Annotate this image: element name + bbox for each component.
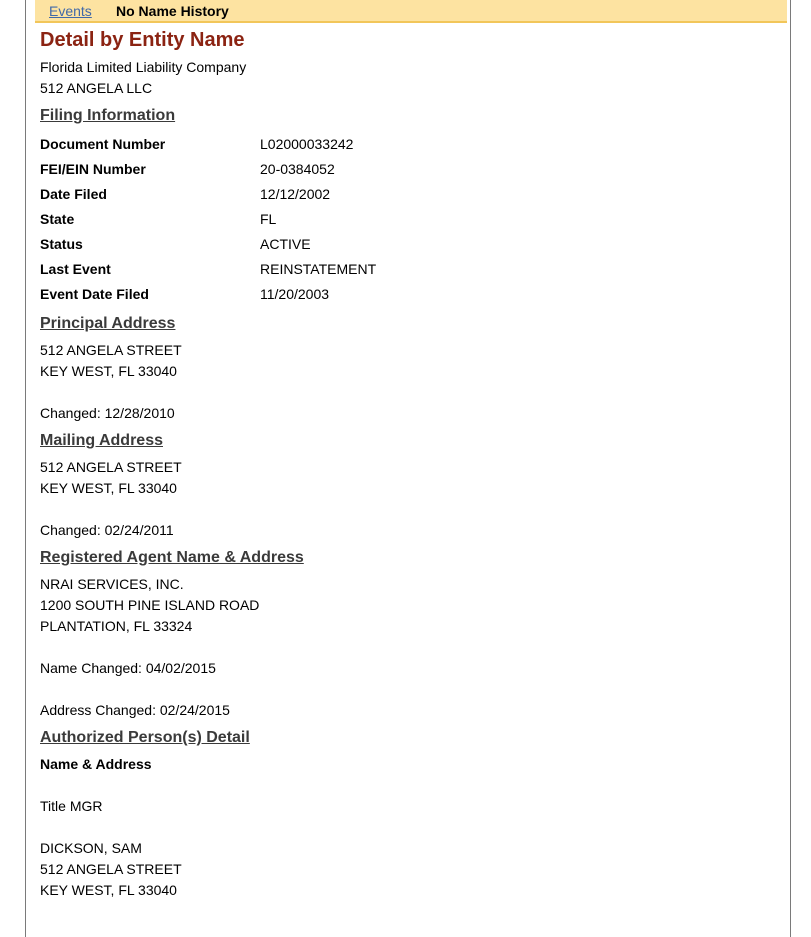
registered-agent-name-changed: Name Changed: 04/02/2015 [40,660,216,676]
filing-value: 12/12/2002 [260,186,331,202]
spacer [40,499,780,520]
filing-label: FEI/EIN Number [40,161,146,177]
entity-type: Florida Limited Liability Company [40,59,247,75]
detail-panel [25,0,791,937]
authorized-persons-subheading: Name & Address [40,756,152,772]
filing-value: FL [260,211,277,227]
filing-value: 20-0384052 [260,161,335,177]
filing-label: Status [40,236,83,252]
authorized-person-line1: 512 ANGELA STREET [40,861,182,877]
filing-label: Document Number [40,136,166,152]
spacer [40,637,780,658]
spacer [40,679,780,700]
filing-row-date-filed [40,182,780,207]
filing-value: ACTIVE [260,236,311,252]
detail-content [40,27,780,901]
spacer [40,775,780,796]
principal-address-line2: KEY WEST, FL 33040 [40,363,177,379]
registered-agent-line2: PLANTATION, FL 33324 [40,618,193,634]
filing-value: REINSTATEMENT [260,261,377,277]
filing-row-status [40,232,780,257]
name-history-label: No Name History [116,3,229,19]
mailing-address-line2: KEY WEST, FL 33040 [40,480,177,496]
filing-row-document-number [40,132,780,157]
filing-information-heading: Filing Information [40,107,176,124]
filing-information-table [40,132,780,307]
authorized-persons-heading: Authorized Person(s) Detail [40,729,250,746]
mailing-address-heading: Mailing Address [40,432,163,449]
navigation-bar [35,0,787,23]
filing-label: Event Date Filed [40,286,149,302]
filing-value: 11/20/2003 [260,286,330,302]
filing-row-fei-ein-number [40,157,780,182]
spacer [40,817,780,838]
mailing-address-changed: Changed: 02/24/2011 [40,522,174,538]
registered-agent-name: NRAI SERVICES, INC. [40,576,184,592]
registered-agent-address-changed: Address Changed: 02/24/2015 [40,702,230,718]
entity-name: 512 ANGELA LLC [40,80,153,96]
registered-agent-line1: 1200 SOUTH PINE ISLAND ROAD [40,597,260,613]
filing-label: State [40,211,75,227]
filing-row-event-date-filed [40,282,780,307]
principal-address-line1: 512 ANGELA STREET [40,342,182,358]
authorized-person-title: Title MGR [40,798,103,814]
registered-agent-heading: Registered Agent Name & Address [40,549,304,566]
filing-label: Last Event [40,261,111,277]
authorized-person-name: DICKSON, SAM [40,840,142,856]
filing-row-last-event [40,257,780,282]
mailing-address-line1: 512 ANGELA STREET [40,459,182,475]
page-title: Detail by Entity Name [40,29,245,51]
events-link[interactable]: Events [49,3,92,19]
authorized-person-line2: KEY WEST, FL 33040 [40,882,177,898]
spacer [40,382,780,403]
filing-value: L02000033242 [260,136,354,152]
principal-address-heading: Principal Address [40,315,176,332]
principal-address-changed: Changed: 12/28/2010 [40,405,175,421]
filing-row-state [40,207,780,232]
filing-label: Date Filed [40,186,107,202]
